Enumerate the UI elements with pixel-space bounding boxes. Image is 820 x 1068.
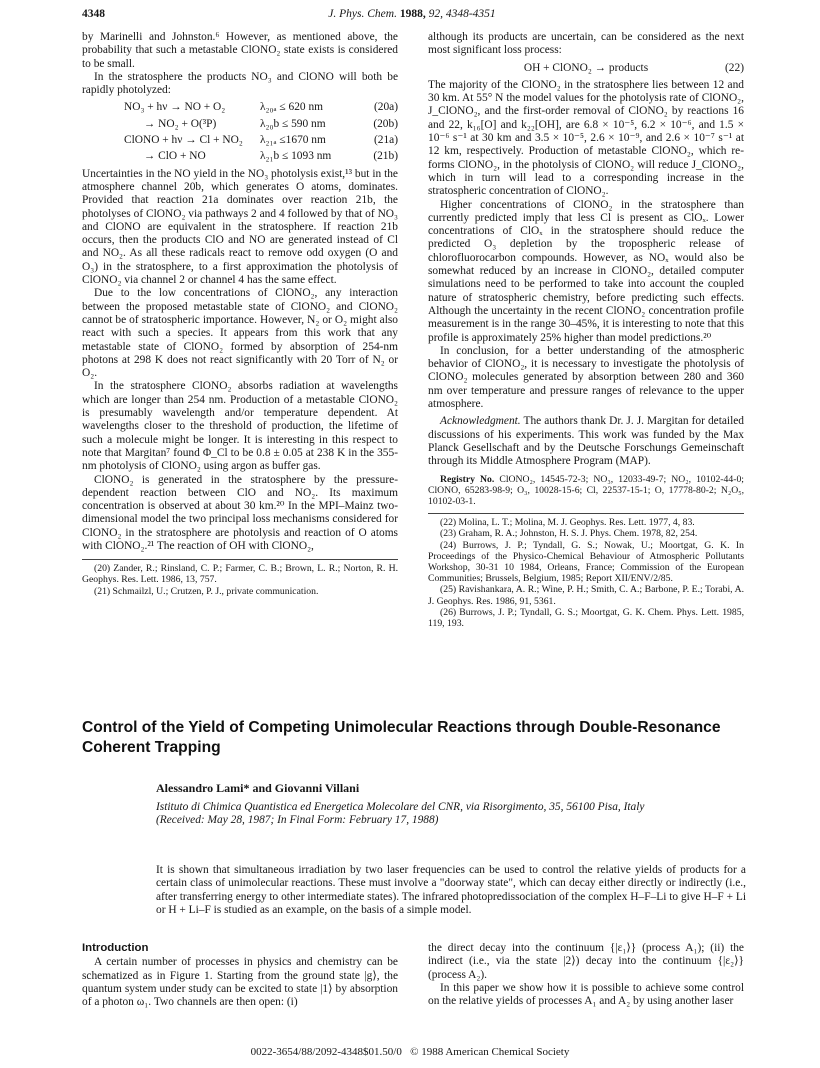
journal-volume-pages: 92, 4348-4351: [428, 8, 496, 20]
paragraph: In the stratosphere the products NO₃ and ClONO will both be rapidly photolyzed:: [82, 70, 398, 97]
equation-block: [124, 101, 398, 163]
paragraph: ClONO₂ is generated in the stratosphere by the pressure-dependent reaction between ClO and NO₂. Its maximum concentration is observed at about 30 km.²⁰ In the MPI–Mainz two-dimensional model the two principal loss mechanisms considered for ClONO₂ in the stratosphere are photolysis and reaction of O atoms with ClONO₂.²¹ The reaction of OH with ClONO₂,: [82, 473, 398, 552]
equation-condition: λ₂₀ₐ ≤ 620 nm: [260, 101, 324, 114]
intro-right-column: [428, 942, 744, 1008]
paragraph: In this paper we show how it is possible to achieve some control on the relative yields of processes A₁ and A₂ by using another laser: [428, 981, 744, 1008]
paragraph: In conclusion, for a better understanding of the atmospheric behavior of ClONO₂, it is necessary to investigate the photolysis of ClONO₂ molecules generated by absorption between 280 and 360 nm over temperature and pressure ranges of relevance to the upper atmosphere.: [428, 344, 744, 411]
journal-name: J. Phys. Chem.: [328, 8, 397, 20]
page-header: [82, 8, 742, 22]
paragraph: The majority of the ClONO₂ in the stratosphere lies between 12 and 30 km. At 55° N the model values for the photolysis rate of ClONO₂, J_ClONO₂, and the first-order removal of ClONO₂ by reactions 16 and 22, k₁₆[O] and k₂₂[OH], are 6.8 × 10⁻⁵, 6.2 × 10⁻⁶, and 1.5 × 10⁻⁶ s⁻¹ at 30 km and 3.5 × 10⁻⁵, 2.6 × 10⁻⁹, and 2.6 × 10⁻⁷ s⁻¹ at 12 km, respectively. Production of metastable ClONO₂, which re-forms ClONO₂, in the photolysis of ClONO₂ will reduce J_ClONO₂, which in turn will lead to a corresponding increase in the stratospheric concentration of ClONO₂.: [428, 78, 744, 198]
reference-item: (25) Ravishankara, A. R.; Wine, P. H.; Smith, C. A.; Barbone, P. E.; Torabi, A. J. Geophys. Res. 1986, 91, 5361.: [428, 584, 744, 607]
reference-item: (24) Burrows, J. P.; Tyndall, G. S.; Nowak, U.; Moortgat, G. K. In Proceedings of the Physico-Chemical Behaviour of Atmospheric Pollutants Workshop, 30-31 10 1984, Orleans, France; Commission of the European Communities; Brussels, Belgium, 1985; Report XII/ENV/2/85.: [428, 539, 744, 585]
equation-22: [428, 62, 744, 75]
equation-body: OH + ClONO₂ → products: [523, 61, 649, 74]
page-number: 4348: [82, 8, 105, 20]
received-dates: (Received: May 28, 1987; In Final Form: February 17, 1988): [156, 814, 439, 827]
footnote-divider: [428, 513, 744, 514]
equation-number: (20b): [373, 117, 398, 130]
paragraph: Higher concentrations of ClONO₂ in the stratosphere than currently predicted imply that less Cl is present as ClOₓ. Lower concentrations of ClOₓ in the stratosphere should reduce the predicted O₃ depletion by the tropospheric release of chlorofluorocarbon compounds. However, as NOₓ would also be somewhat reduced by an increase in ClONO₂, detailed computer simulations need to be performed to take into account the coupled nature of stratospheric chemistry, before predicting such effects. Although the uncertainty in the recent ClONO₂ concentration profile measurement is in the range 30–45%, it is interesting to note that this profile is approximately 25% higher than model predictions.²⁰: [428, 198, 744, 344]
equation-number: (22): [725, 61, 744, 74]
acknowledgment: [428, 415, 744, 468]
paragraph: Due to the low concentrations of ClONO₂, any interaction between the proposed metastable state of ClONO₂ and ClONO₂ cannot be of stratospheric importance. However, N₂ or O₂ might also react with such a species. It appears from this work that any metastable state of ClONO₂ formed by absorption of 254-nm photons at 298 K does not react significantly with 20 Torr of N₂ or O₂.: [82, 287, 398, 380]
page-footer: 0022-3654/88/2092-4348$01.50/0 © 1988 American Chemical Society: [250, 1046, 570, 1058]
equation-condition: λ₂₁b ≤ 1093 nm: [260, 150, 332, 163]
equation-body: → NO₂ + O(³P): [124, 117, 217, 130]
article-affiliation: [156, 801, 746, 828]
paragraph: A certain number of processes in physics and chemistry can be schematized as in Figure 1. Starting from the ground state |g⟩, the quantum system under study can be excited to state |1⟩ by absorption of a photon ω₁. Two channels are then open: (i): [82, 956, 398, 1009]
paragraph: In the stratosphere ClONO₂ absorbs radiation at wavelengths which are longer than 254 nm. Production of a metastable ClONO₂ is presumably wavelength and/or temperature dependent. At wavelengths closer to the threshold of production, the lifetime of such a molecule might be longer. It is interesting in this respect to note that Margitan⁷ found Φ_Cl to be 0.8 ± 0.05 at 238 K in the 355-nm photolysis of ClONO₂ using argon as buffer gas.: [82, 380, 398, 473]
footnote-divider: [82, 559, 398, 560]
reference-item: (23) Graham, R. A.; Johnston, H. S. J. Phys. Chem. 1978, 82, 254.: [440, 528, 698, 540]
article-abstract: It is shown that simultaneous irradiation by two laser frequencies can be used to control the relative yields of products for a certain class of unimolecular reactions. These must involve a "doorway state", which can decay either directly or indirectly (i.e., after transferring energy to other intermediate states). The infrared photopredissociation of the complex H–F–Li to give H–F + Li or H + Li–F is studied as an example, on the basis of a simple model.: [156, 864, 746, 916]
registry-label: Registry No.: [440, 473, 495, 485]
equation-body: ClONO + hν → Cl + NO₂: [124, 134, 243, 147]
article-title: Control of the Yield of Competing Unimolecular Reactions through Double-Resonance Coherent Trapping: [82, 719, 721, 756]
reference-item: (20) Zander, R.; Rinsland, C. P.; Farmer, C. B.; Brown, L. R.; Norton, R. H. Geophys. Res. Lett. 1986, 13, 757.: [82, 563, 398, 586]
article-authors: Alessandro Lami* and Giovanni Villani: [156, 781, 360, 795]
intro-left-column: [82, 942, 398, 1009]
paragraph: although its products are uncertain, can be considered as the next most significant loss process:: [428, 31, 744, 57]
acknowledgment-label: Acknowledgment.: [440, 415, 521, 428]
reference-item: (22) Molina, L. T.; Molina, M. J. Geophys. Res. Lett. 1977, 4, 83.: [440, 517, 695, 529]
equation-condition: λ₂₁ₐ ≤1670 nm: [260, 134, 326, 147]
equation-body: NO₃ + hν → NO + O₂: [124, 101, 226, 114]
equation-20b: [124, 118, 398, 131]
paragraph: the direct decay into the continuum {|ε₁⟩} (process A₁); (ii) the indirect (i.e., via the state |2⟩) decay into the continuum {|ε₂⟩} (process A₂).: [428, 942, 744, 981]
reference-item: (26) Burrows, J. P.; Tyndall, G. S.; Moortgat, G. K. Chem. Phys. Lett. 1985, 119, 193.: [428, 606, 744, 629]
right-column: [428, 31, 744, 629]
journal-year: 1988,: [399, 8, 426, 20]
equation-21b: [124, 150, 398, 163]
section-heading: Introduction: [82, 942, 149, 954]
registry-text: ClONO₂, 14545-72-3; NO₃, 12033-49-7; NO₂, 10102-44-0; ClONO, 65283-98-9; O₃, 10028-15-6; Cl, 22537-15-1; O, 17778-80-2; N₂O₅, 10102-03-1.: [428, 473, 744, 507]
left-column: [82, 31, 398, 597]
reference-item: (21) Schmailzl, U.; Crutzen, P. J., private communication.: [94, 585, 319, 597]
acknowledgment-text: The authors thank Dr. J. J. Margitan for detailed discussions of his experiments. This work was funded by the Max Planck Gesellschaft and by the Deutsche Forschungs Gemeinschaft through its Middle Atmosphere Program (MAP).: [428, 415, 744, 468]
equation-condition: λ₂₀b ≤ 590 nm: [260, 117, 326, 130]
registry-numbers: [428, 474, 744, 508]
journal-citation: [82, 8, 742, 21]
equation-number: (21b): [373, 150, 398, 163]
paragraph: Uncertainties in the NO yield in the NO₃ photolysis exist,¹³ but in the atmosphere channel 20b, which generates O atoms, dominates. Provided that reaction 21a dominates over reaction 21b, the photolyses of ClONO₂ via pathways 2 and 4 followed by that of NO₃ and ClONO are equivalent in the stratosphere. If reaction 21b occurs, then the products ClO and NO are generated instead of Cl and NO₂. As all these radicals react to remove odd oxygen (O and O₃) in the stratosphere, to a first approximation the photolysis of ClONO₂ via channel 2 or channel 4 has the same effect.: [82, 167, 398, 287]
paragraph: by Marinelli and Johnston.⁶ However, as mentioned above, the probability that such a metastable ClONO₂ state exists is considered to be small.: [82, 31, 398, 70]
equation-number: (20a): [373, 101, 398, 114]
equation-21a: [124, 134, 398, 147]
equation-number: (21a): [373, 134, 398, 147]
equation-body: → ClO + NO: [124, 150, 206, 163]
affiliation-text: Istituto di Chimica Quantistica ed Energetica Molecolare del CNR, via Risorgimento, 35, 56100 Pisa, Italy: [156, 801, 645, 813]
equation-20a: [124, 101, 398, 114]
